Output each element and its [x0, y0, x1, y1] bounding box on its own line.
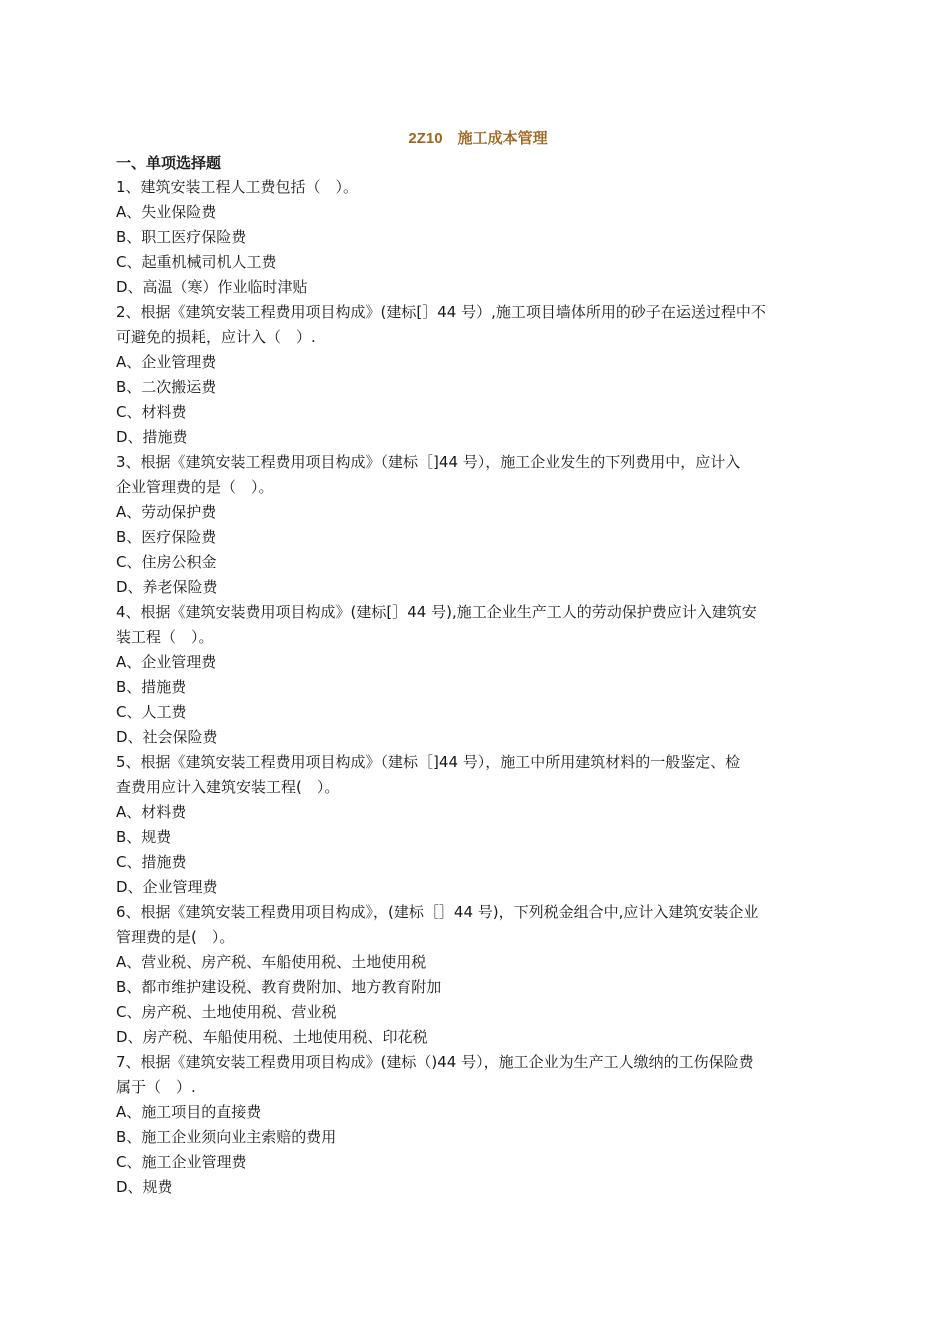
answer-option: B、都市维护建设税、教育费附加、地方教育附加 [116, 978, 442, 996]
answer-option: B、医疗保险费 [116, 528, 217, 546]
answer-option: D、企业管理费 [116, 878, 218, 896]
question-stem-line: 2、根据《建筑安装工程费用项目构成》(建标[］44 号）,施工项目墙体所用的砂子在运送过程中不 [116, 303, 766, 321]
answer-option: D、社会保险费 [116, 728, 218, 746]
answer-options [116, 950, 836, 1050]
question-stem-line: 1、建筑安装工程人工费包括（ ）。 [116, 178, 359, 196]
question-stem-line: 装工程（ ）。 [116, 628, 214, 646]
answer-option: D、房产税、车船使用税、土地使用税、印花税 [116, 1028, 428, 1046]
question-stem-line: 企业管理费的是（ ）。 [116, 478, 274, 496]
answer-option: B、规费 [116, 828, 172, 846]
answer-option: A、失业保险费 [116, 203, 217, 221]
question-stem-line: 3、根据《建筑安装工程费用项目构成》（建标［]44 号），施工企业发生的下列费用中，应计入 [116, 453, 741, 471]
answer-options [116, 200, 836, 300]
answer-option: C、材料费 [116, 403, 187, 421]
question-item [116, 750, 836, 900]
question-item [116, 175, 836, 300]
answer-options [116, 650, 836, 750]
answer-option: A、企业管理费 [116, 353, 217, 371]
section-heading: 一、单项选择题 [116, 154, 222, 172]
document-title: 2Z10 施工成本管理 [408, 130, 548, 147]
answer-option: A、营业税、房产税、车船使用税、土地使用税 [116, 953, 427, 971]
answer-option: B、职工医疗保险费 [116, 228, 247, 246]
answer-options [116, 350, 836, 450]
question-item [116, 1050, 836, 1200]
answer-option: D、规费 [116, 1178, 173, 1196]
question-stem-line: 5、根据《建筑安装工程费用项目构成》（建标［]44 号），施工中所用建筑材料的一般鉴定、检 [116, 753, 741, 771]
answer-option: B、措施费 [116, 678, 187, 696]
answer-option: A、企业管理费 [116, 653, 217, 671]
answer-option: A、施工项目的直接费 [116, 1103, 262, 1121]
question-stem-line: 6、根据《建筑安装工程费用项目构成》，(建标［］44 号)，下列税金组合中,应计入建筑安装企业 [116, 903, 759, 921]
answer-option: D、养老保险费 [116, 578, 218, 596]
question-stem-line: 管理费的是( ）。 [116, 928, 235, 946]
document-page [116, 126, 836, 1200]
question-stem-line: 7、根据《建筑安装工程费用项目构成》(建标（)44 号），施工企业为生产工人缴纳的工伤保险费 [116, 1053, 754, 1071]
answer-option: C、人工费 [116, 703, 187, 721]
answer-option: C、措施费 [116, 853, 187, 871]
question-stem-line: 属于（ ）. [116, 1078, 196, 1096]
question-item [116, 300, 836, 450]
answer-option: C、房产税、土地使用税、营业税 [116, 1003, 337, 1021]
answer-options [116, 1100, 836, 1200]
answer-option: C、住房公积金 [116, 553, 217, 571]
question-item [116, 450, 836, 600]
answer-options [116, 500, 836, 600]
answer-option: A、劳动保护费 [116, 503, 217, 521]
question-stem-line: 4、根据《建筑安装费用项目构成》(建标[］44 号),施工企业生产工人的劳动保护费应计入建筑安 [116, 603, 757, 621]
answer-option: A、材料费 [116, 803, 187, 821]
answer-option: B、二次搬运费 [116, 378, 217, 396]
question-stem-line: 查费用应计入建筑安装工程( ）。 [116, 778, 340, 796]
answer-option: D、措施费 [116, 428, 188, 446]
question-item [116, 600, 836, 750]
answer-options [116, 800, 836, 900]
answer-option: C、起重机械司机人工费 [116, 253, 277, 271]
answer-option: D、高温（寒）作业临时津贴 [116, 278, 308, 296]
question-list [116, 175, 836, 1200]
answer-option: B、施工企业须向业主索赔的费用 [116, 1128, 337, 1146]
answer-option: C、施工企业管理费 [116, 1153, 247, 1171]
question-stem-line: 可避免的损耗，应计入（ ）. [116, 328, 316, 346]
question-item [116, 900, 836, 1050]
